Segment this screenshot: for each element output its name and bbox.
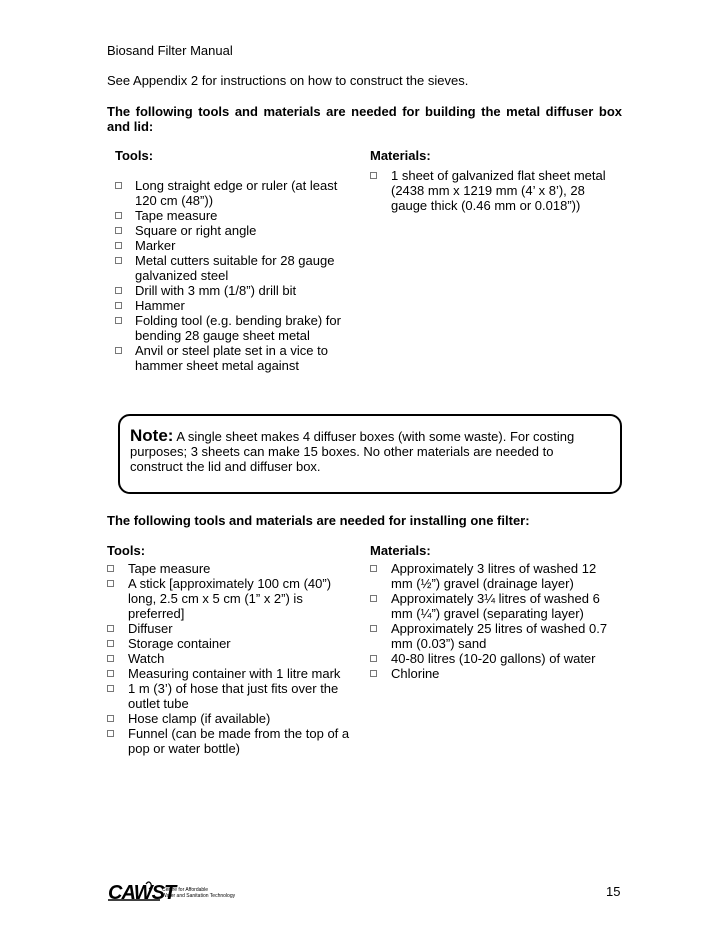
install-tool-item-line: 1 m (3’) of hose that just fits over the bbox=[128, 681, 339, 696]
install-tool-item bbox=[107, 636, 357, 651]
diffuser-tool-item bbox=[115, 238, 355, 253]
diffuser-tool-item-line: Drill with 3 mm (1/8”) drill bit bbox=[135, 283, 297, 298]
bullet-box-icon bbox=[107, 640, 114, 647]
note-line3: construct the lid and diffuser box. bbox=[130, 459, 321, 474]
bullet-box-icon bbox=[107, 580, 114, 587]
diffuser-tool-item-line: Long straight edge or ruler (at least bbox=[135, 178, 338, 193]
bullet-box-icon bbox=[107, 655, 114, 662]
install-material-item bbox=[370, 666, 620, 681]
bullet-box-icon bbox=[115, 347, 122, 354]
install-material-item-line: mm (½”) gravel (drainage layer) bbox=[391, 576, 574, 591]
diffuser-tool-item bbox=[115, 343, 355, 373]
install-tool-item-line: Diffuser bbox=[128, 621, 173, 636]
diffuser-tool-item-line: Square or right angle bbox=[135, 223, 257, 238]
bullet-box-icon bbox=[107, 685, 114, 692]
note-box bbox=[118, 414, 622, 494]
diffuser-tool-item-line: bending 28 gauge sheet metal bbox=[135, 328, 310, 343]
page-number: 15 bbox=[606, 884, 621, 899]
install-material-item bbox=[370, 621, 620, 651]
install-material-item-line: 40-80 litres (10-20 gallons) of water bbox=[391, 651, 596, 666]
install-tool-item-line: preferred] bbox=[128, 606, 185, 621]
bullet-box-icon bbox=[107, 715, 114, 722]
install-tool-item bbox=[107, 576, 357, 621]
note-line2: purposes; 3 sheets can make 15 boxes. No other materials are needed to bbox=[130, 444, 554, 459]
bullet-box-icon bbox=[107, 565, 114, 572]
diffuser-heading-line2: and lid: bbox=[107, 119, 154, 134]
install-tool-item-line: Storage container bbox=[128, 636, 231, 651]
diffuser-material-item bbox=[370, 168, 620, 213]
diffuser-tool-item bbox=[115, 178, 355, 208]
install-tool-item bbox=[107, 561, 357, 576]
bullet-box-icon bbox=[115, 212, 122, 219]
bullet-box-icon bbox=[370, 172, 377, 179]
install-material-item-line: Approximately 25 litres of washed 0.7 bbox=[391, 621, 608, 636]
cawst-logo bbox=[106, 880, 246, 906]
diffuser-heading-line1: The following tools and materials are needed for building the metal diffuser box bbox=[107, 104, 622, 119]
install-material-item-line: Chlorine bbox=[391, 666, 440, 681]
diffuser-tool-item-line: Anvil or steel plate set in a vice to bbox=[135, 343, 328, 358]
install-material-item-line: Approximately 3 litres of washed 12 bbox=[391, 561, 597, 576]
install-tool-item-line: long, 2.5 cm x 5 cm (1” x 2”) is bbox=[128, 591, 303, 606]
install-materials-list bbox=[370, 561, 620, 681]
diffuser-materials-label: Materials: bbox=[370, 148, 431, 163]
install-tool-item bbox=[107, 711, 357, 726]
install-tool-item bbox=[107, 681, 357, 711]
install-tool-item-line: Watch bbox=[128, 651, 165, 666]
install-material-item-line: Approximately 3¼ litres of washed 6 bbox=[391, 591, 600, 606]
bullet-box-icon bbox=[115, 302, 122, 309]
bullet-box-icon bbox=[115, 227, 122, 234]
diffuser-materials-list bbox=[370, 168, 620, 213]
diffuser-tools-label: Tools: bbox=[115, 148, 154, 163]
diffuser-tool-item bbox=[115, 253, 355, 283]
install-material-item-line: mm (0.03”) sand bbox=[391, 636, 487, 651]
install-heading: The following tools and materials are needed for installing one filter: bbox=[107, 513, 530, 528]
logo-wordmark: CAWST bbox=[108, 882, 176, 904]
install-tool-item-line: Measuring container with 1 litre mark bbox=[128, 666, 341, 681]
diffuser-tool-item bbox=[115, 283, 355, 298]
bullet-box-icon bbox=[370, 595, 377, 602]
diffuser-tool-item-line: Marker bbox=[135, 238, 176, 253]
bullet-box-icon bbox=[115, 317, 122, 324]
diffuser-tool-item-line: hammer sheet metal against bbox=[135, 358, 300, 373]
bullet-box-icon bbox=[115, 242, 122, 249]
diffuser-tool-item bbox=[115, 223, 355, 238]
diffuser-tool-item-line: Metal cutters suitable for 28 gauge bbox=[135, 253, 335, 268]
diffuser-material-item-line: (2438 mm x 1219 mm (4’ x 8’), 28 bbox=[391, 183, 585, 198]
bullet-box-icon bbox=[115, 182, 122, 189]
bullet-box-icon bbox=[370, 655, 377, 662]
install-tool-item-line: Funnel (can be made from the top of a bbox=[128, 726, 350, 741]
install-tool-item-line: pop or water bottle) bbox=[128, 741, 241, 756]
install-material-item-line: mm (¼”) gravel (separating layer) bbox=[391, 606, 584, 621]
install-materials-label: Materials: bbox=[370, 543, 431, 558]
install-tools-list bbox=[107, 561, 357, 756]
diffuser-tool-item bbox=[115, 208, 355, 223]
bullet-box-icon bbox=[107, 625, 114, 632]
diffuser-material-item-line: gauge thick (0.46 mm or 0.018”)) bbox=[391, 198, 581, 213]
sieves-instruction: See Appendix 2 for instructions on how to construct the sieves. bbox=[107, 73, 469, 88]
note-title: Note: bbox=[130, 426, 174, 445]
diffuser-tool-item bbox=[115, 313, 355, 343]
bullet-box-icon bbox=[370, 565, 377, 572]
diffuser-tools-list bbox=[115, 178, 355, 373]
install-tool-item bbox=[107, 726, 357, 756]
logo-tagline-line2: Water and Sanitation Technology bbox=[162, 893, 236, 899]
install-tool-item bbox=[107, 666, 357, 681]
diffuser-tool-item-line: galvanized steel bbox=[135, 268, 229, 283]
install-material-item bbox=[370, 591, 620, 621]
logo-tagline-line1: Centre for Affordable bbox=[162, 887, 209, 893]
running-header: Biosand Filter Manual bbox=[107, 43, 233, 58]
install-material-item bbox=[370, 651, 620, 666]
install-tool-item-line: Hose clamp (if available) bbox=[128, 711, 271, 726]
diffuser-tool-item-line: Folding tool (e.g. bending brake) for bbox=[135, 313, 341, 328]
install-tools-label: Tools: bbox=[107, 543, 146, 558]
bullet-box-icon bbox=[115, 287, 122, 294]
diffuser-tool-item-line: 120 cm (48”)) bbox=[135, 193, 214, 208]
diffuser-tool-item bbox=[115, 298, 355, 313]
diffuser-tool-item-line: Hammer bbox=[135, 298, 185, 313]
install-tool-item-line: A stick [approximately 100 cm (40”) bbox=[128, 576, 332, 591]
install-material-item bbox=[370, 561, 620, 591]
bullet-box-icon bbox=[370, 625, 377, 632]
bullet-box-icon bbox=[115, 257, 122, 264]
install-tool-item-line: outlet tube bbox=[128, 696, 189, 711]
install-tool-item-line: Tape measure bbox=[128, 561, 211, 576]
install-tool-item bbox=[107, 621, 357, 636]
note-line1: A single sheet makes 4 diffuser boxes (with some waste). For costing bbox=[176, 429, 575, 444]
install-tool-item bbox=[107, 651, 357, 666]
diffuser-material-item-line: 1 sheet of galvanized flat sheet metal bbox=[391, 168, 606, 183]
bullet-box-icon bbox=[370, 670, 377, 677]
bullet-box-icon bbox=[107, 730, 114, 737]
bullet-box-icon bbox=[107, 670, 114, 677]
diffuser-tool-item-line: Tape measure bbox=[135, 208, 218, 223]
